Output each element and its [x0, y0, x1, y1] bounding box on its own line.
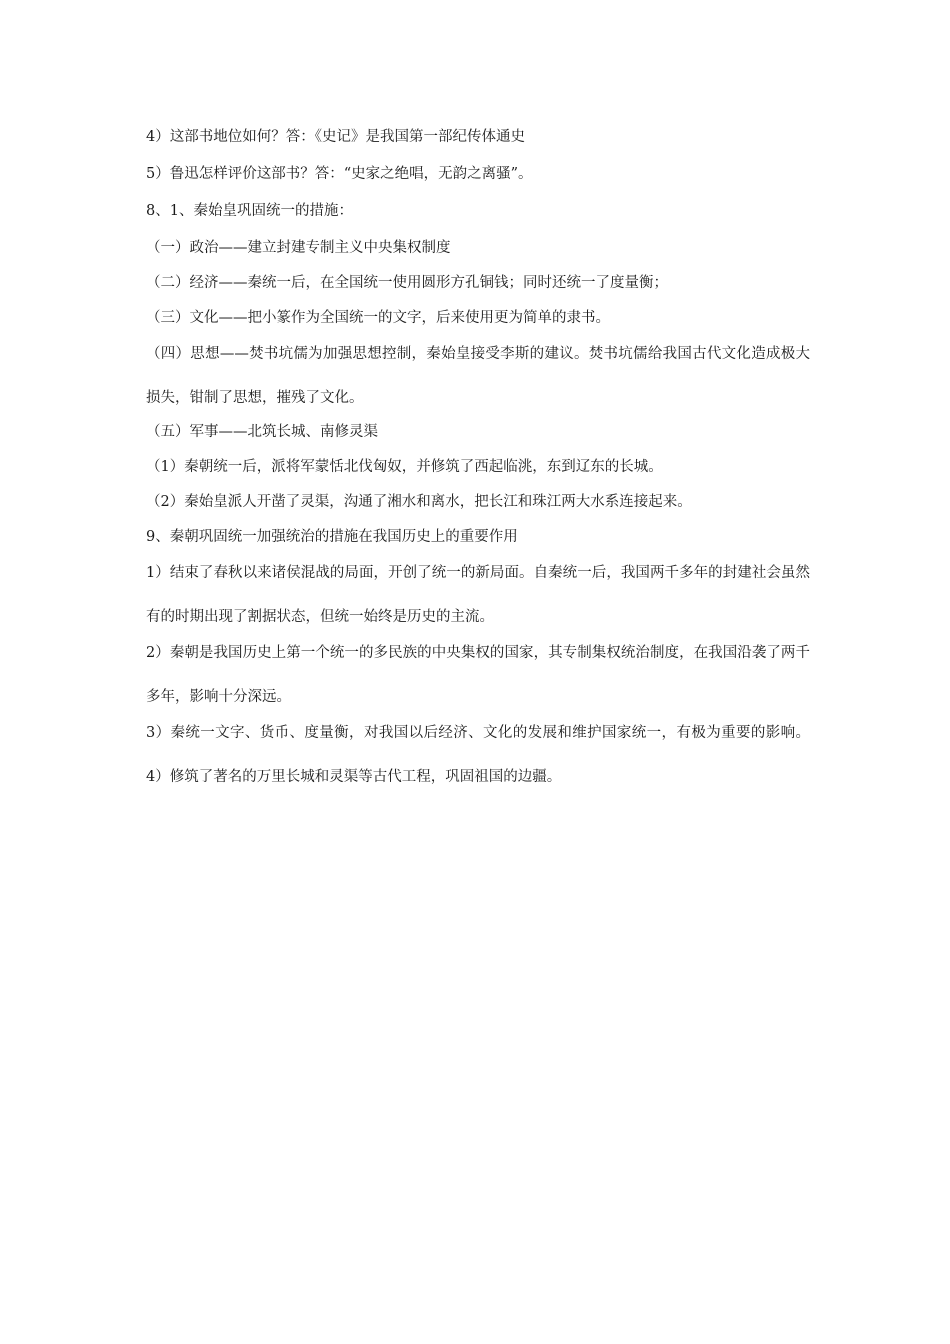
significance-point-3-4: 3）秦统一文字、货币、度量衡，对我国以后经济、文化的发展和维护国家统一，有极为重要的影响。 4）修筑了著名的万里长城和灵渠等古代工程，巩固祖国的边疆。 — [146, 725, 810, 785]
measure-thought: （四）思想——焚书坑儒为加强思想控制，秦始皇接受李斯的建议。焚书坑儒给我国古代文化造成极大损失，钳制了思想，摧残了文化。 — [146, 346, 810, 406]
measure-military: （五）军事——北筑长城、南修灵渠 — [146, 424, 378, 440]
military-point-2: （2）秦始皇派人开凿了灵渠，沟通了湘水和离水，把长江和珠江两大水系连接起来。 — [146, 494, 692, 510]
document-body — [146, 124, 810, 798]
text-line-question-5: 5）鲁迅怎样评价这部书？答：“史家之绝唱，无韵之离骚”。 — [146, 166, 533, 182]
significance-point-1: 1）结束了春秋以来诸侯混战的局面，开创了统一的新局面。自秦统一后，我国两千多年的封建社会虽然有的时期出现了割据状态，但统一始终是历史的主流。 — [146, 565, 810, 625]
military-point-1: （1）秦朝统一后，派将军蒙恬北伐匈奴，并修筑了西起临洮，东到辽东的长城。 — [146, 459, 663, 475]
significance-point-2: 2）秦朝是我国历史上第一个统一的多民族的中央集权的国家，其专制集权统治制度，在我国沿袭了两千多年，影响十分深远。 — [146, 645, 810, 705]
section-heading-8: 8、1、秦始皇巩固统一的措施： — [146, 203, 353, 219]
measure-politics: （一）政治——建立封建专制主义中央集权制度 — [146, 240, 451, 256]
text-line-question-4: 4）这部书地位如何？答：《史记》是我国第一部纪传体通史 — [146, 129, 525, 145]
measure-culture: （三）文化——把小篆作为全国统一的文字，后来使用更为简单的隶书。 — [146, 310, 610, 326]
section-heading-9: 9、秦朝巩固统一加强统治的措施在我国历史上的重要作用 — [146, 529, 518, 545]
measure-economy: （二）经济——秦统一后，在全国统一使用圆形方孔铜钱；同时还统一了度量衡； — [146, 275, 668, 291]
